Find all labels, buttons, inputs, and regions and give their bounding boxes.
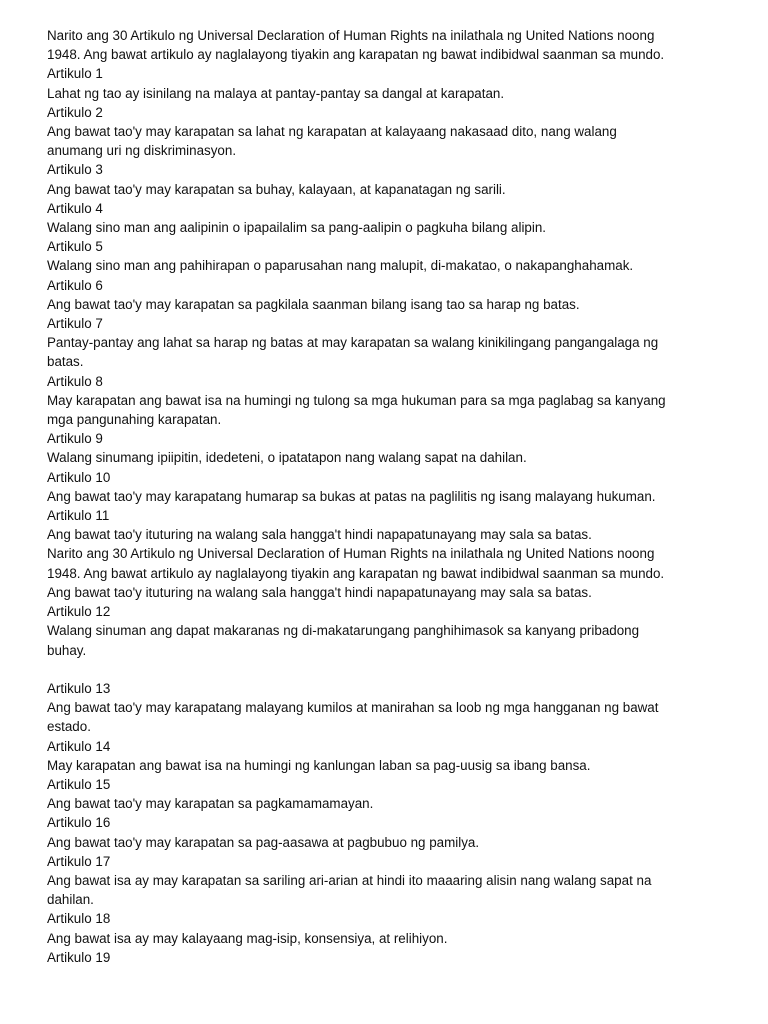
text-line: Ang bawat tao'y may karapatang malayang kumilos at manirahan sa loob ng mga hangganan ng bawat xyxy=(47,700,659,716)
text-line: Ang bawat tao'y may karapatang humarap sa bukas at patas na paglilitis ng isang malayang hukuman. xyxy=(47,488,656,504)
text-line: mga pangunahing karapatan. xyxy=(47,412,222,428)
text-line: Artikulo 19 xyxy=(47,949,111,965)
text-line: Artikulo 6 xyxy=(47,277,103,293)
text-line: Ang bawat tao'y may karapatan sa pagkilala saanman bilang isang tao sa harap ng batas. xyxy=(47,296,580,312)
text-line: Ang bawat tao'y may karapatan sa buhay, kalayaan, at kapanatagan ng sarili. xyxy=(47,181,506,197)
text-line: Walang sinumang ipiipitin, idedeteni, o ipatatapon nang walang sapat na dahilan. xyxy=(47,450,527,466)
text-line: Artikulo 17 xyxy=(47,853,111,869)
text-line: dahilan. xyxy=(47,892,94,908)
text-line: anumang uri ng diskriminasyon. xyxy=(47,143,237,159)
text-line: Walang sino man ang pahihirapan o paparusahan nang malupit, di-makatao, o nakapanghahamak. xyxy=(47,258,634,274)
text-line: Ang bawat tao'y may karapatan sa lahat ng karapatan at kalayaang nakasaad dito, nang walang xyxy=(47,124,617,140)
text-line: Artikulo 13 xyxy=(47,680,111,696)
text-line: Ang bawat isa ay may karapatan sa sariling ari-arian at hindi ito maaaring alisin nang walang sapat na xyxy=(47,872,652,888)
text-line: Lahat ng tao ay isinilang na malaya at pantay-pantay sa dangal at karapatan. xyxy=(47,85,505,101)
text-line: Artikulo 18 xyxy=(47,911,111,927)
text-line: Artikulo 4 xyxy=(47,200,103,216)
text-line: Ang bawat isa ay may kalayaang mag-isip, konsensiya, at relihiyon. xyxy=(47,930,448,946)
text-line: Narito ang 30 Artikulo ng Universal Declaration of Human Rights na inilathala ng United Nations noong xyxy=(47,28,655,43)
text-line: 1948. Ang bawat artikulo ay naglalayong tiyakin ang karapatan ng bawat indibidwal saanman sa mundo. xyxy=(47,565,665,581)
text-line: Artikulo 11 xyxy=(47,508,110,524)
text-line: Artikulo 14 xyxy=(47,738,111,754)
text-line: May karapatan ang bawat isa na humingi ng kanlungan laban sa pag-uusig sa ibang bansa. xyxy=(47,757,591,773)
text-line: 1948. Ang bawat artikulo ay naglalayong tiyakin ang karapatan ng bawat indibidwal saanman sa mundo. xyxy=(47,47,665,63)
text-line: buhay. xyxy=(47,642,87,658)
text-line: Artikulo 12 xyxy=(47,604,111,620)
text-line: Ang bawat tao'y may karapatan sa pagkamamamayan. xyxy=(47,796,374,812)
text-line: Artikulo 7 xyxy=(47,316,103,332)
text-line: Ang bawat tao'y may karapatan sa pag-aasawa at pagbubuo ng pamilya. xyxy=(47,834,480,850)
text-line: Artikulo 8 xyxy=(47,373,103,389)
text-line: Ang bawat tao'y ituturing na walang sala hangga't hindi napapatunayang may sala sa batas. xyxy=(47,527,592,543)
text-line: Artikulo 3 xyxy=(47,162,103,178)
text-line: Artikulo 10 xyxy=(47,469,111,485)
text-line: Artikulo 16 xyxy=(47,815,111,831)
text-line: Artikulo 9 xyxy=(47,431,103,447)
text-line: Pantay-pantay ang lahat sa harap ng batas at may karapatan sa walang kinikilingang pangangalaga ng xyxy=(47,335,659,351)
text-line: Ang bawat tao'y ituturing na walang sala hangga't hindi napapatunayang may sala sa batas. xyxy=(47,584,592,600)
text-line: Walang sino man ang aalipinin o ipapailalim sa pang-aalipin o pagkuha bilang alipin. xyxy=(47,220,547,236)
text-line: estado. xyxy=(47,719,91,735)
text-line: Artikulo 2 xyxy=(47,104,103,120)
text-line: Narito ang 30 Artikulo ng Universal Declaration of Human Rights na inilathala ng United Nations noong xyxy=(47,546,655,562)
text-line: Artikulo 5 xyxy=(47,239,103,255)
text-line: Walang sinuman ang dapat makaranas ng di-makatarungang panghihimasok sa kanyang pribadong xyxy=(47,623,640,639)
document-body xyxy=(47,26,717,967)
text-line: May karapatan ang bawat isa na humingi ng tulong sa mga hukuman para sa mga paglabag sa kanyang xyxy=(47,392,666,408)
text-line xyxy=(47,660,717,679)
text-line: batas. xyxy=(47,354,84,370)
text-line: Artikulo 15 xyxy=(47,776,111,792)
text-line: Artikulo 1 xyxy=(47,66,103,82)
